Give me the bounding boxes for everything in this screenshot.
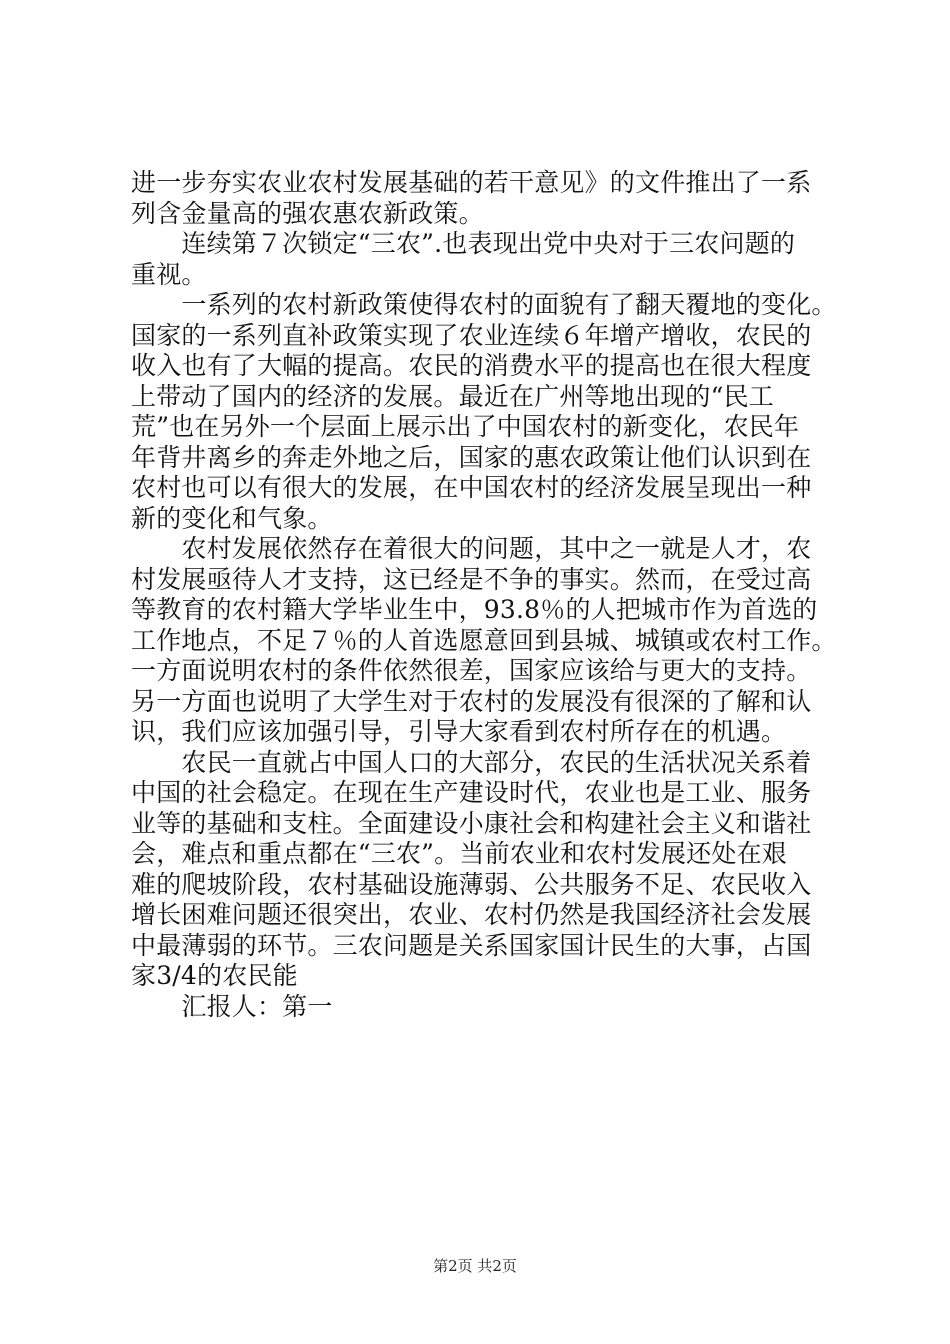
text-line: 国家的一系列直补政策实现了农业连续６年增产增收，农民的 (131, 320, 812, 350)
text-line: 进一步夯实农业农村发展基础的若干意见》的文件推出了一系 (131, 168, 812, 197)
page-number-label: 第2页 共2页 (433, 1257, 517, 1275)
text-line: 识，我们应该加强引导，引导大家看到农村所存在的机遇。 (131, 717, 787, 746)
text-line: 村发展亟待人才支持，这已经是不争的事实。然而，在受过高 (131, 564, 812, 594)
text-line: 年背井离乡的奔走外地之后，国家的惠农政策让他们认识到在 (131, 442, 812, 472)
text-line: 农村发展依然存在着很大的问题，其中之一就是人才，农 (131, 534, 812, 563)
text-line: 新的变化和气象。 (131, 503, 333, 533)
text-line: 列含金量高的强农惠农新政策。 (131, 198, 484, 228)
text-line: 收入也有了大幅的提高。农民的消费水平的提高也在很大程度 (131, 351, 812, 380)
text-line: 农民一直就占中国人口的大部分，农民的生活状况关系着 (131, 747, 812, 777)
text-line: 中国的社会稳定。在现在生产建设时代，农业也是工业、服务 (131, 778, 812, 807)
text-line: 一方面说明农村的条件依然很差，国家应该给与更大的支持。 (131, 656, 812, 685)
text-line: 荒”也在另外一个层面上展示出了中国农村的新变化，农民年 (131, 412, 800, 441)
text-line: 上带动了国内的经济的发展。最近在广州等地出现的“民工 (131, 381, 774, 411)
text-line: 工作地点，不足７％的人首选愿意回到县城、城镇或农村工作。 (131, 625, 837, 655)
text-line: 业等的基础和支柱。全面建设小康社会和构建社会主义和谐社 (131, 808, 812, 838)
page-footer (0, 1256, 950, 1276)
text-line: 家3/4的农民能 (131, 961, 298, 990)
text-line: 一系列的农村新政策使得农村的面貌有了翻天覆地的变化。 (131, 290, 837, 319)
text-line: 汇报人：第一 (131, 991, 333, 1021)
text-line: 连续第７次锁定“三农”.也表现出党中央对于三农问题的 (131, 229, 796, 258)
body-text (131, 168, 837, 1022)
text-line: 等教育的农村籍大学毕业生中，93.8％的人把城市作为首选的 (131, 595, 818, 624)
text-line: 重视。 (131, 259, 207, 289)
text-line: 中最薄弱的环节。三农问题是关系国家国计民生的大事，占国 (131, 930, 812, 960)
text-line: 会，难点和重点都在“三农”。当前农业和农村发展还处在艰 (131, 839, 787, 868)
text-line: 另一方面也说明了大学生对于农村的发展没有很深的了解和认 (131, 686, 812, 716)
text-line: 难的爬坡阶段，农村基础设施薄弱、公共服务不足、农民收入 (131, 869, 812, 899)
text-line: 增长困难问题还很突出，农业、农村仍然是我国经济社会发展 (131, 900, 812, 929)
text-line: 农村也可以有很大的发展，在中国农村的经济发展呈现出一种 (131, 473, 812, 502)
